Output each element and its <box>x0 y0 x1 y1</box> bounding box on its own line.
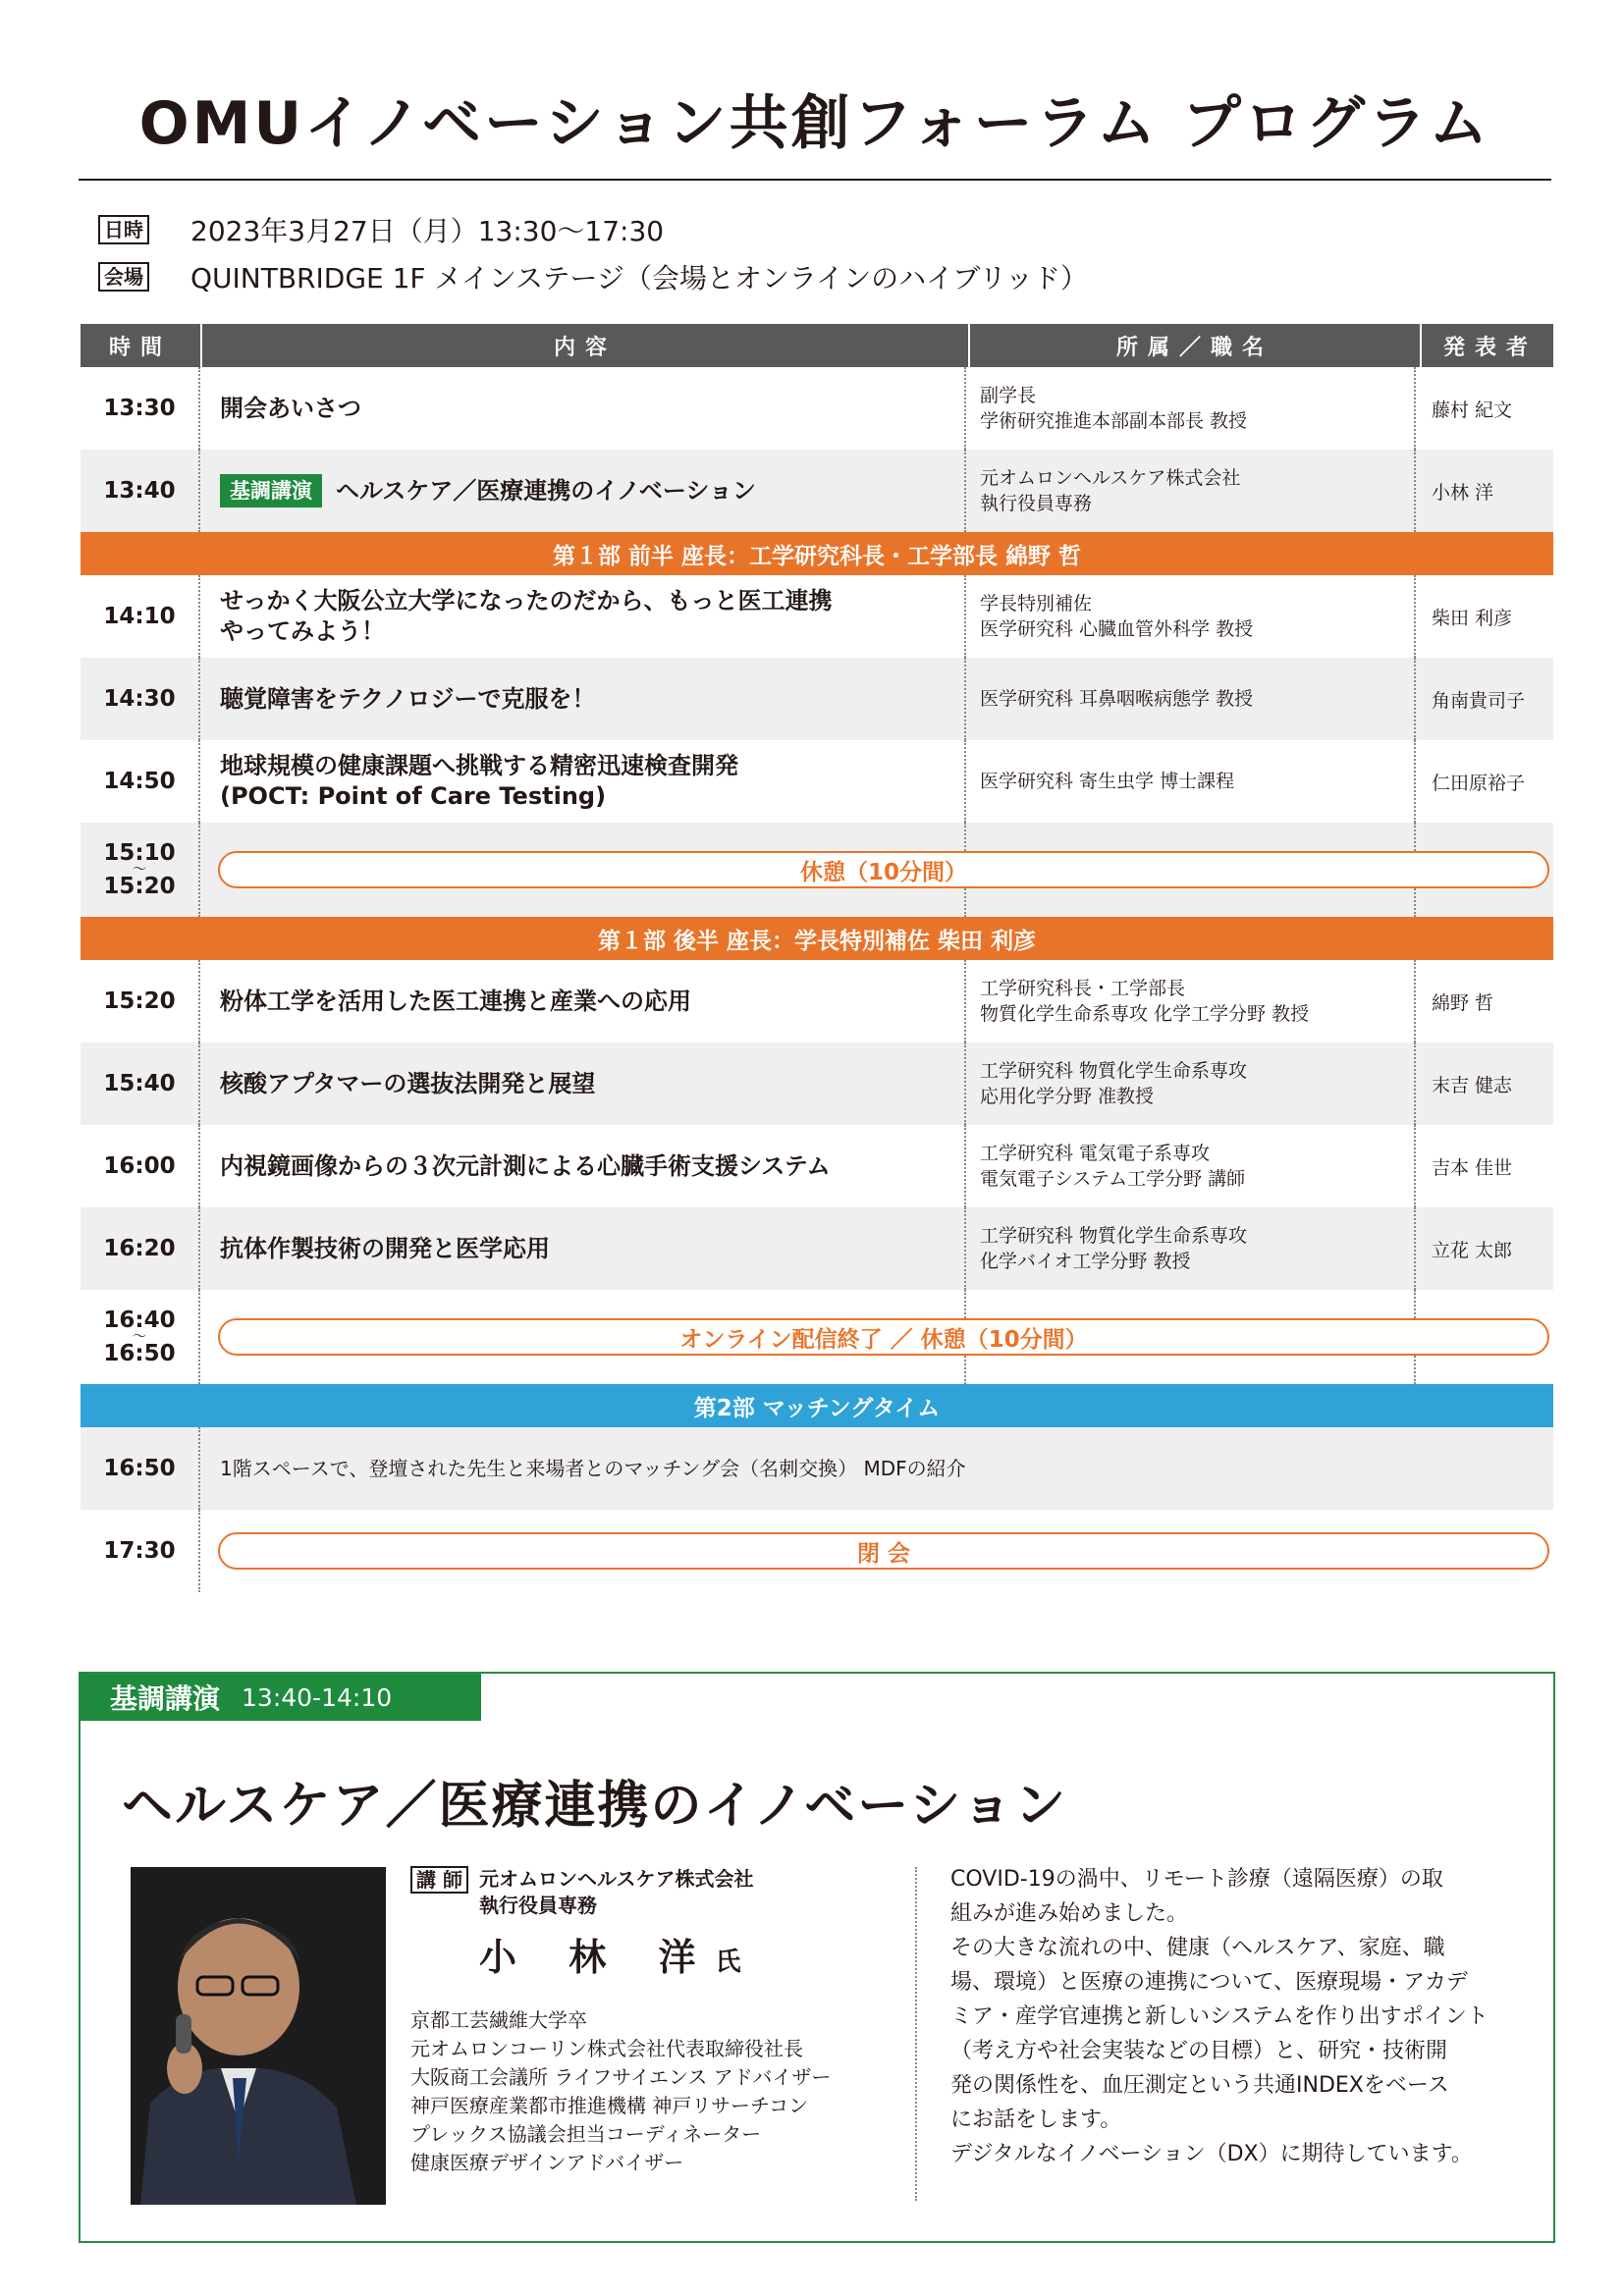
table-row <box>81 450 1553 532</box>
table-row <box>81 1207 1553 1290</box>
speaker-info <box>410 1866 921 2177</box>
row-speaker: 立花 太郎 <box>1432 1239 1513 1261</box>
header-content: 内容 <box>202 324 970 367</box>
break-row <box>81 1290 1553 1384</box>
row-content: せっかく大阪公立大学になったのだから、もっと医工連携 やってみよう！ <box>200 575 966 658</box>
row-content: 地球規模の健康課題へ挑戦する精密迅速検査開発 (POCT: Point of Care Testing) <box>200 740 966 823</box>
row-speaker: 仁田原裕子 <box>1432 772 1526 794</box>
row-time: 17:30 <box>81 1510 200 1592</box>
table-row <box>81 658 1553 740</box>
role-tag: 講 師 <box>410 1866 468 1894</box>
page-title: OMUイノベーション共創フォーラム プログラム <box>138 89 1491 158</box>
row-affiliation: 工学研究科 物質化学生命系専攻 応用化学分野 准教授 <box>966 1042 1416 1125</box>
row-affiliation: 医学研究科 耳鼻咽喉病態学 教授 <box>966 658 1416 740</box>
row-time: 13:30 <box>81 367 200 450</box>
section-header: 第2部 マッチングタイム <box>81 1384 1553 1427</box>
break-row <box>81 823 1553 917</box>
row-affiliation: 医学研究科 寄生虫学 博士課程 <box>966 740 1416 823</box>
row-content: 粉体工学を活用した医工連携と産業への応用 <box>200 960 966 1042</box>
row-speaker: 角南貴司子 <box>1432 689 1526 712</box>
row-time: 14:10 <box>81 575 200 658</box>
title-rule <box>79 179 1551 181</box>
row-content: 内視鏡画像からの３次元計測による心臓手術支援システム <box>200 1125 966 1207</box>
venue-line <box>98 257 1088 296</box>
row-affiliation: 工学研究科 物質化学生命系専攻 化学バイオ工学分野 教授 <box>966 1207 1416 1290</box>
row-content: 1階スペースで、登壇された先生と来場者とのマッチング会（名刺交換） MDFの紹介 <box>220 1456 966 1480</box>
row-content: 聴覚障害をテクノロジーで克服を！ <box>200 658 966 740</box>
row-time: 16:40 〜 16:50 <box>81 1290 200 1384</box>
row-affiliation: 学長特別補佐 医学研究科 心臓血管外科学 教授 <box>966 575 1416 658</box>
venue-value: QUINTBRIDGE 1F メインステージ（会場とオンラインのハイブリッド） <box>190 262 1088 294</box>
table-header <box>81 324 1553 367</box>
row-speaker: 末吉 健志 <box>1432 1074 1513 1096</box>
break-label: オンライン配信終了 ／ 休憩（10分間） <box>218 1318 1549 1356</box>
row-content: 開会あいさつ <box>200 367 966 450</box>
closing-label: 閉 会 <box>218 1532 1549 1570</box>
row-time: 15:20 <box>81 960 200 1042</box>
date-value: 2023年3月27日（月）13:30〜17:30 <box>190 215 665 247</box>
keynote-badge: 基調講演 <box>220 474 322 507</box>
row-affiliation: 元オムロンヘルスケア株式会社 執行役員専務 <box>966 450 1416 532</box>
header-time: 時間 <box>81 324 202 367</box>
table-row <box>81 960 1553 1042</box>
section-header: 第１部 前半 座長：工学研究科長・工学部長 綿野 哲 <box>81 532 1553 575</box>
row-content: 抗体作製技術の開発と医学応用 <box>200 1207 966 1290</box>
header-speaker: 発表者 <box>1442 335 1538 360</box>
row-speaker: 小林 洋 <box>1432 481 1494 504</box>
speaker-photo <box>131 1867 386 2205</box>
table-row <box>81 575 1553 658</box>
row-time: 16:20 <box>81 1207 200 1290</box>
table-row <box>81 367 1553 450</box>
row-time: 16:00 <box>81 1125 200 1207</box>
table-row <box>81 1427 1553 1510</box>
keynote-time: 13:40-14:10 <box>242 1682 393 1712</box>
schedule-table <box>81 324 1553 1592</box>
date-tag: 日時 <box>98 215 149 244</box>
row-time: 15:40 <box>81 1042 200 1125</box>
closing-row <box>81 1510 1553 1592</box>
row-speaker: 綿野 哲 <box>1432 991 1494 1014</box>
keynote-title: ヘルスケア／医療連携のイノベーション <box>122 1777 1068 1836</box>
speaker-bio: 京都工芸繊維大学卒 元オムロンコーリン株式会社代表取締役社長 大阪商工会議所 ライフサイエンス アドバイザー 神戸医療産業都市推進機構 神戸リサーチコン プレックス協議会担当コーディネーター 健康医療デザインアドバイザー <box>410 2008 832 2174</box>
keynote-divider <box>915 1867 917 2201</box>
row-time: 15:10 〜 15:20 <box>81 823 200 917</box>
keynote-description: COVID-19の渦中、リモート診療（遠隔医療）の取 組みが進み始めました。 その大きな流れの中、健康（ヘルスケア、家庭、職 場、環境）と医療の連携について、医療現場・アカデ ミア・産学官連携と新しいシステムを作り出すポイント （考え方や社会実装などの目標）と、研究・技術開 発の関係性を、血圧測定という共通INDEXをベース にお話をします。 デジタルなイノベーション（DX）に期待しています。 <box>950 1867 1489 2166</box>
row-time: 14:50 <box>81 740 200 823</box>
speaker-name: 小 林 洋氏 <box>479 1936 741 1979</box>
row-time: 16:50 <box>81 1427 200 1510</box>
break-label: 休憩（10分間） <box>218 851 1549 888</box>
keynote-tab <box>81 1674 481 1721</box>
row-time: 13:40 <box>81 450 200 532</box>
row-content: 基調講演 ヘルスケア／医療連携のイノベーション <box>200 450 966 532</box>
table-row <box>81 1125 1553 1207</box>
table-row <box>81 740 1553 823</box>
row-speaker: 柴田 利彦 <box>1432 607 1513 629</box>
row-speaker: 藤村 紀文 <box>1432 399 1513 421</box>
section-header: 第１部 後半 座長：学長特別補佐 柴田 利彦 <box>81 917 1553 960</box>
row-speaker: 吉本 佳世 <box>1432 1156 1513 1179</box>
row-affiliation: 工学研究科長・工学部長 物質化学生命系専攻 化学工学分野 教授 <box>966 960 1416 1042</box>
venue-tag: 会場 <box>98 262 149 292</box>
date-line <box>98 210 664 249</box>
header-affiliation: 所属／職名 <box>970 324 1422 367</box>
table-row <box>81 1042 1553 1125</box>
speaker-org: 元オムロンヘルスケア株式会社 執行役員専務 <box>479 1867 754 1917</box>
row-affiliation: 工学研究科 電気電子系専攻 電気電子システム工学分野 講師 <box>966 1125 1416 1207</box>
row-content: 核酸アプタマーの選抜法開発と展望 <box>200 1042 966 1125</box>
row-affiliation: 副学長 学術研究推進本部副本部長 教授 <box>966 367 1416 450</box>
row-time: 14:30 <box>81 658 200 740</box>
keynote-label: 基調講演 <box>110 1682 221 1715</box>
keynote-panel <box>79 1672 1555 2243</box>
